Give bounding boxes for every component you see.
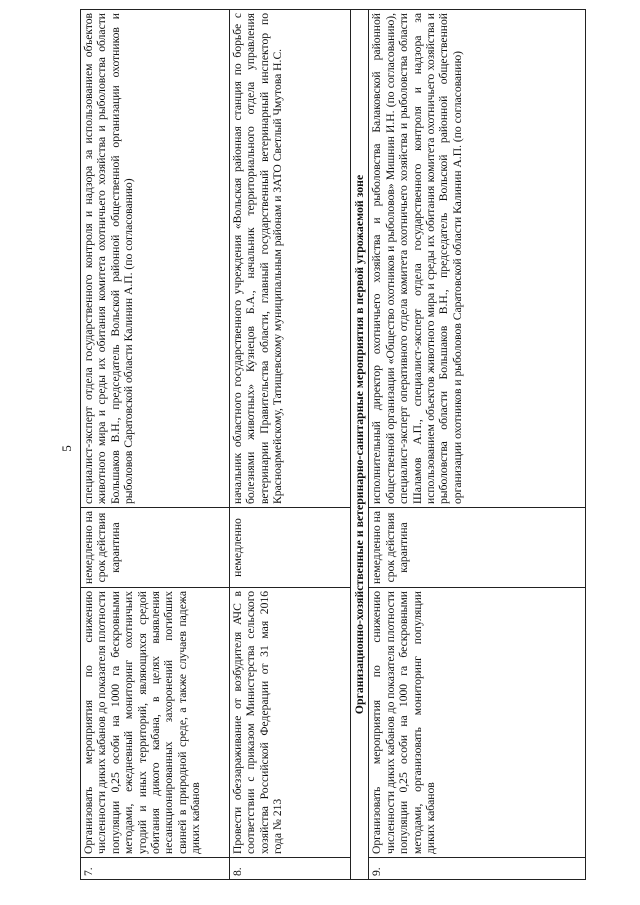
row-number: 9. [369, 858, 586, 880]
responsible-cell: начальник областного государственного учреждения «Вольская районная станция по борьбе с болезнями животных» Кузнецов Б.А., начальник территориального отдела управления ветеринарии Правительства области, главный государственный ветеринарный инспектор по Красноармейскому, Татищевскому муниципальным районам и ЗАТО Светлый Чмутова Н.С. [230, 10, 351, 508]
responsible-cell: специалист-эксперт отдела государственного контроля и надзора за использованием объектов животного мира и среды их обитания комитета охотничьего хозяйства и рыболовства области Большаков В.Н., председатель Вольской районной общественной организации охотников и рыболовов Саратовской области Калинин А.П. (по согласованию) [81, 10, 230, 508]
section-header-row [351, 10, 369, 880]
term-cell: немедленно на срок действия карантина [81, 508, 230, 588]
activity-cell: Организовать мероприятия по снижению численности диких кабанов до показателя плотности популяции 0,25 особи на 1000 га бескровными методами, ежедневный мониторинг охотничьих угодий и иных территорий, являющихся средой обитания дикого кабана, в целях выявления несанкционированных захоронений погибших свиней в природной среде, а также случаев падежа диких кабанов [81, 588, 230, 858]
responsible-cell: исполнительный директор охотничьего хозяйства и рыболовства Балаковской районной общественной организации «Общество охотников и рыболовов» Мишнин И.Н. (по согласованию), специалист-эксперт оперативного отдела комитета охотничьего хозяйства и рыболовства области Шаламов А.П., специалист-эксперт отдела государственного контроля и надзора за использованием объектов животного мира и среды их обитания комитета охотничьего хозяйства и рыболовства области Большаков В.Н., председатель Вольской районной общественной организации охотников и рыболовов Саратовской области Калинин А.П. (по согласованию) [369, 10, 586, 508]
table-row [369, 10, 586, 880]
term-cell: немедленно [230, 508, 351, 588]
table-row [81, 10, 230, 880]
table-row [230, 10, 351, 880]
row-number: 8. [230, 858, 351, 880]
section-title: Организационно-хозяйственные и ветеринарно-санитарные мероприятия в первой угрожаемой зоне [351, 10, 369, 880]
activity-cell: Провести обеззараживание от возбудителя АЧС в соответствии с приказом Министерства сельского хозяйства Российской Федерации от 31 мая 2016 года № 213 [230, 588, 351, 858]
rotated-table-container [80, 10, 600, 880]
page-number: 5 [58, 445, 74, 452]
row-number: 7. [81, 858, 230, 880]
measures-table [80, 9, 586, 880]
activity-cell: Организовать мероприятия по снижению численности диких кабанов до показателя плотности популяции 0,25 особи на 1000 га бескровными методами, организовать мониторинг популяции диких кабанов [369, 588, 586, 858]
term-cell: немедленно на срок действия карантина [369, 508, 586, 588]
